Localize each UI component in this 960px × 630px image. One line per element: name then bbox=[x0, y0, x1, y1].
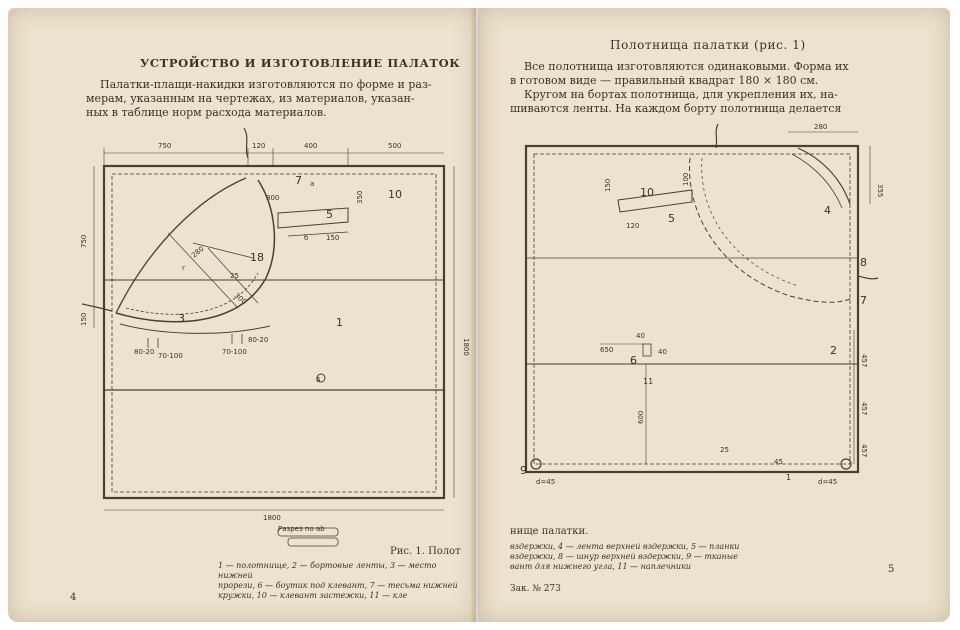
part-7-right: 7 bbox=[860, 294, 867, 307]
part-10: 10 bbox=[388, 188, 402, 201]
dim-120: 120 bbox=[252, 142, 266, 150]
dim-150-small: 150 bbox=[326, 234, 340, 242]
corner-label-left: d=45 bbox=[536, 478, 556, 486]
dim-457-a: 457 bbox=[860, 354, 868, 368]
dim-650: 650 bbox=[600, 346, 614, 354]
dim-457-b: 457 bbox=[860, 402, 868, 416]
dim-457-c: 457 bbox=[860, 444, 868, 458]
dim-350: 350 bbox=[356, 190, 364, 204]
part-1-right: 1 bbox=[786, 473, 792, 482]
label-80-20-a: 80-20 bbox=[134, 348, 155, 356]
dim-280: 280 bbox=[190, 244, 206, 260]
right-figure-caption: нище палатки. bbox=[510, 526, 589, 537]
left-page-paragraph: Палатки-плащи-накидки изготовляются по форме и раз- мерам, указанным на чертежах, из материалов, указан- ных в таблице норм расхода материалов. bbox=[86, 78, 432, 119]
corner-label-right: d=45 bbox=[818, 478, 838, 486]
part-3: 3 bbox=[178, 312, 185, 325]
left-figure-caption: Рис. 1. Полот bbox=[390, 546, 461, 557]
part-2: 2 bbox=[830, 344, 837, 357]
dim-25-right: 25 bbox=[720, 446, 729, 454]
dim-100-right: 100 bbox=[682, 172, 690, 186]
dim-40-b: 40 bbox=[658, 348, 667, 356]
part-6-right: 6 bbox=[630, 354, 637, 367]
dim-150-right: 150 bbox=[604, 178, 612, 192]
dim-1800-right: 1800 bbox=[462, 338, 470, 356]
right-figure-legend: вздержки, 4 — лента верхней вздержки, 5 — планки вздержки, 8 — шнур верхней вздержки, 9 — тканые вант для нижнего угла, 11 — наплечники bbox=[510, 542, 740, 571]
left-page bbox=[8, 8, 476, 622]
part-6: 6 bbox=[316, 376, 321, 384]
left-page-heading: УСТРОЙСТВО И ИЗГОТОВЛЕНИЕ ПАЛАТОК bbox=[140, 56, 461, 70]
part-7: 7 bbox=[295, 174, 302, 187]
dim-280-right: 280 bbox=[814, 123, 828, 131]
part-4: 4 bbox=[824, 204, 831, 217]
right-page bbox=[480, 8, 950, 622]
dim-150-left: 150 bbox=[80, 312, 88, 326]
dim-1800-bottom: 1800 bbox=[263, 514, 281, 522]
left-figure-legend: 1 — полотнище, 2 — бортовые ленты, 3 — место нижней прорези, 6 — боутик под клевант, 7 — тесьма нижней кружки, 10 — клевант застежки, 11 — кле bbox=[218, 561, 458, 600]
dim-a: a bbox=[310, 180, 315, 188]
dim-25: 25 bbox=[230, 272, 239, 280]
label-80-20-b: 80-20 bbox=[248, 336, 269, 344]
dim-300: 300 bbox=[232, 291, 249, 307]
left-page-number: 4 bbox=[70, 592, 77, 603]
panel-outline bbox=[104, 166, 444, 498]
cut-label: Разрез по ab bbox=[278, 525, 325, 533]
part-8: 8 bbox=[860, 256, 867, 269]
dim-400: 400 bbox=[304, 142, 318, 150]
dim-40-a: 40 bbox=[636, 332, 645, 340]
right-page-heading: Полотнища палатки (рис. 1) bbox=[610, 38, 806, 52]
dim-120-right: 120 bbox=[626, 222, 640, 230]
label-70-100-a: 70-100 bbox=[158, 352, 183, 360]
part-5: 5 bbox=[326, 208, 333, 221]
tent-panel-drawing-left bbox=[8, 8, 476, 622]
part-5-right: 5 bbox=[668, 212, 675, 225]
print-order-number: Зак. № 273 bbox=[510, 584, 561, 594]
part-18: 18 bbox=[250, 251, 264, 264]
right-page-number: 5 bbox=[888, 564, 895, 575]
part-9: 9 bbox=[520, 464, 527, 477]
part-11: 11 bbox=[643, 377, 654, 386]
label-70-100-b: 70-100 bbox=[222, 348, 247, 356]
dim-750-left: 750 bbox=[80, 234, 88, 248]
dim-800: 800 bbox=[266, 194, 280, 202]
part-1: 1 bbox=[336, 316, 343, 329]
dim-g: г bbox=[182, 264, 186, 272]
dim-750-top: 750 bbox=[158, 142, 172, 150]
dim-b: б bbox=[304, 234, 309, 242]
dim-600: 600 bbox=[637, 410, 645, 424]
part-10-right: 10 bbox=[640, 186, 654, 199]
dim-45: 45 bbox=[774, 458, 783, 466]
dim-500: 500 bbox=[388, 142, 402, 150]
right-page-paragraph: Все полотнища изготовляются одинаковыми. Форма их в готовом виде — правильный квадрат 180 × 180 см. Кругом на бортах полотнища, для укрепления их, на- шиваются ленты. На каждом борту полотнища делается bbox=[510, 60, 849, 115]
dim-355: 355 bbox=[876, 184, 884, 198]
